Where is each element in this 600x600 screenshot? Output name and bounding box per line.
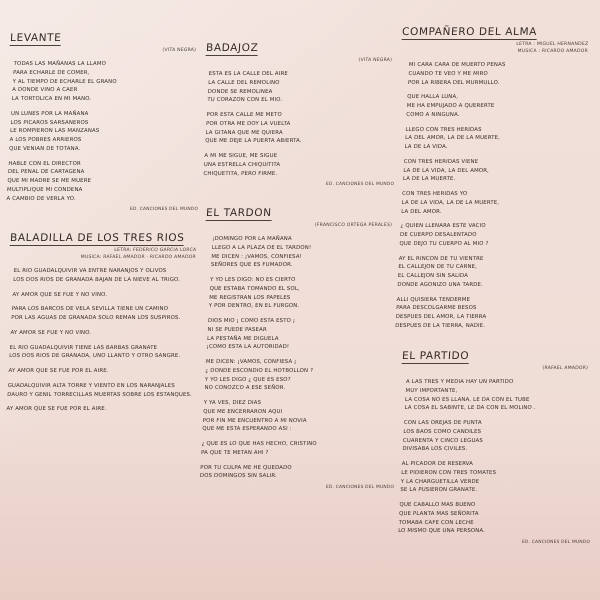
song-companero-del-alma [395, 20, 590, 330]
lyric-line: QUE MI MADRE SE ME MUERE [7, 177, 92, 184]
lyric-line: A CAMBIO DE VERLA YO. [6, 195, 76, 202]
lyric-line: MI CARA CARA DE MUERTO PENAS [408, 61, 506, 68]
lyric-line: Y AL TIEMPO DE ECHARLE EL GRANO [12, 78, 117, 85]
song-source: ED. CANCIONES DEL MUNDO [325, 182, 395, 188]
lyric-line: DEL PENAL DE CARTAGENA [7, 169, 85, 176]
lyric-line: EL RIO GUADALQUIVIR TIENE LAS BARBAS GRANATE [9, 344, 158, 351]
lyric-line: TODAS LAS MAÑANAS LA LLAMO [13, 60, 107, 67]
stanza [202, 399, 392, 434]
song-title: EL PARTIDO [401, 350, 470, 363]
lyric-line: LOS DOS RIOS DE GRANADA BAJAN DE LA NIEVE AL TRIGO. [13, 276, 181, 283]
lyric-line: LA DE LA VIDA, LA DE LA MUERTE, [401, 199, 500, 206]
lyric-line: POR ESTA CALLE ME METO [206, 111, 282, 118]
lyric-line: QUE ME ESTA ESPERANDO ASI : [202, 426, 292, 433]
song-credits: (VITA NEGRA) [162, 48, 197, 53]
lyric-line: AL PICADOR DE RESERVA [401, 461, 474, 468]
stanza [6, 159, 196, 203]
lyric-line: QUE HALLA LUNA, [407, 94, 459, 101]
lyric-line: LA CALLE DEL REMOLINO [208, 79, 280, 86]
lyric-line: LLEGO A LA PLAZA DE EL TARDON! [211, 244, 312, 251]
lyric-line: CHIQUETITA, PERO FIRME. [203, 170, 278, 177]
stanza [406, 93, 595, 119]
lyric-line: DESPUES DE LA TIERRA, NADIE. [395, 322, 486, 329]
lyric-line: PA QUE TE METAN AHI ? [200, 449, 269, 456]
lyric-line: TU CORAZON CON EL MIO. [207, 97, 283, 104]
lyric-line: ALLI QUISIERA TENDERME [396, 296, 471, 303]
stanza [206, 317, 396, 352]
lyric-line: AY AMOR QUE SE FUE Y NO VINO. [12, 291, 108, 298]
song-baladilla-de-los-tres-rios [6, 226, 198, 414]
song-credits: (VITA NEGRA) [358, 58, 393, 63]
stanza [403, 158, 592, 184]
song-lyrics [203, 70, 397, 178]
song-title: LEVANTE [9, 32, 62, 44]
lyric-line: POR TU CULPA ME HE QUEDADO [200, 464, 292, 471]
stanza [399, 222, 588, 248]
stanza [395, 295, 585, 330]
lyric-line: A DONDE VINO A CAER [12, 87, 78, 94]
lyric-line: ¿ DONDE ESCONDIO EL HOTBOLLON ? [205, 367, 314, 374]
lyric-line: CUANDO TE VEO Y ME MIRO [408, 70, 489, 77]
lyric-line: Y YO LES DIGO: NO ES CIERTO [209, 277, 296, 284]
stanza [10, 329, 198, 338]
lyric-line: LA DE LA VIDA, LA DEL AMOR, [403, 167, 490, 174]
stanza [208, 276, 398, 311]
song-el-partido [397, 344, 591, 546]
lyric-line: Y YA VES, DIEZ DIAS [203, 400, 262, 407]
lyric-line: SEÑORES QUE ES FUMADOR. [210, 262, 293, 269]
stanza [7, 382, 196, 400]
lyric-line: AY AMOR SE FUE Y NO VINO. [10, 329, 92, 336]
song-el-tardon [199, 201, 395, 491]
stanza [402, 419, 592, 454]
lyric-line: DE CUERPO DESALENTADO [399, 231, 477, 238]
stanza [404, 378, 594, 413]
lyric-line: LA GITANA QUE ME QUIERA [205, 129, 283, 136]
lyric-line: QUE VENIAN DE TOTANA. [8, 145, 81, 152]
lyric-line: AY AMOR QUE SE FUE POR EL AIRE. [8, 367, 109, 374]
lyric-line: MULTIPLIQUE MI CONDENA [6, 186, 83, 193]
song-title: BADAJOZ [205, 42, 259, 54]
stanza [6, 405, 194, 414]
stanza [398, 501, 588, 536]
lyric-line: QUE PLANTA MAS SEÑORITA [398, 510, 479, 517]
stanza [408, 61, 597, 87]
stanza [204, 358, 394, 393]
stanza [201, 440, 390, 458]
lyric-line: AY EL RINCON DE TU VIENTRE [398, 255, 484, 262]
song-lyrics [200, 235, 401, 481]
lyric-line: LLEGO CON TRES HERIDAS [405, 126, 482, 133]
lyric-line: ME REGISTRAN LOS PAPELES [209, 294, 291, 301]
lyric-line: QUE ME DEJE LA PUERTA ABIERTA. [204, 138, 302, 145]
lyric-line: TOMABA CAFE CON LECHE [398, 519, 474, 526]
lyric-line: POR FIN ME ENCUENTRO A MI NOVIA [202, 417, 307, 424]
lyric-line: Y POR DENTRO, EN EL FURGON. [208, 303, 300, 310]
lyric-line: LOS DOS RIOS DE GRANADA, UNO LLANTO Y OTRO SANGRE. [9, 353, 181, 360]
lyric-line: DESPUES DEL AMOR, LA TIERRA [395, 313, 487, 320]
lyric-line: LA TORTOLICA EN MI MANO. [11, 95, 92, 102]
stanza [205, 111, 395, 146]
stanza [11, 305, 200, 323]
lyric-line: A LAS TRES Y MEDIA HAY UN PARTIDO [405, 379, 514, 386]
lyric-line: ¡DOMINGO POR LA MAÑANA [212, 236, 292, 243]
song-source: ED. CANCIONES DEL MUNDO [129, 207, 199, 213]
stanza [9, 343, 198, 361]
lyric-line: QUE ME ENCERRARON AQUI [203, 408, 283, 415]
lyric-line: ¡COMO ESTA LA AUTORIDAD! [206, 344, 290, 351]
lyric-line: EL CALLEJON DE TU CARNE, [398, 264, 478, 271]
song-credits: (RAFAEL AMADOR) [542, 366, 589, 372]
lyric-line: MUY IMPORTANTE, [405, 387, 458, 394]
lyric-line: PARA DESCOLGARME BESOS [395, 305, 477, 312]
lyric-line: AY AMOR QUE SE FUE POR EL AIRE. [6, 406, 107, 413]
lyric-line: A LOS POBRES ARRIEROS [9, 136, 82, 143]
song-lyrics [395, 61, 597, 331]
lyric-line: EL CALLEJON SIN SALIDA [397, 272, 469, 279]
song-badajoz [203, 36, 395, 188]
lyric-line: SE LA PUSIERON GRANATE. [400, 487, 478, 494]
lyric-line: QUE CABALLO MAS BUENO [399, 502, 476, 509]
lyric-line: LA COSA EL SABINTE, LE DA CON EL MOLINO . [404, 405, 536, 412]
lyric-line: LA COSA NO ES LLANA, LE DA CON EL TUBE [404, 396, 530, 403]
song-lyrics [398, 378, 594, 536]
lyric-line: LA PESTAÑA ME DIGUELA [206, 335, 279, 342]
lyric-line: DAURO Y GENIL TORRECILLAS MUERTAS SOBRE LOS ESTANQUES. [7, 391, 193, 398]
lyric-line: LO MISMO QUE UNA PERSONA. [397, 528, 486, 535]
lyric-line: DOS DOMINGOS SIN SALIR. [199, 473, 277, 480]
stanza [397, 254, 587, 289]
lyric-line: DIOS MIO ¡ COMO ESTA ESTO ¡ [207, 318, 296, 325]
lyric-line: ¿ QUE ES LO QUE HAS HECHO, CRISTINO [201, 441, 317, 448]
song-credits: LETRA: FEDERICO GARCIA LORCA MUSICA: RAFAEL AMADOR · RICARDO AMADOR [80, 248, 197, 261]
stanza [13, 267, 202, 285]
lyric-line: HABLE CON EL DIRECTOR [8, 160, 82, 167]
lyric-line: POR LAS AGUAS DE GRANADA SOLO REMAN LOS SUSPIROS. [11, 314, 181, 321]
lyric-line: Y YO LES DIGO ¿ QUE ES ESO? [204, 376, 291, 383]
lyric-line: DIVISABA LOS CIVILES. [402, 446, 468, 453]
lyric-line: EL RIO GUADALQUIVIR VA ENTRE NARANJOS Y OLIVOS [13, 267, 167, 274]
lyric-line: CUARENTA Y CINCO LEGUAS [402, 437, 484, 444]
column-3 [395, 14, 591, 546]
lyric-line: LA DE LA MUERTE. [402, 176, 456, 183]
song-credits: (FRANCISCO ORTEGA PERALES) [314, 223, 393, 229]
lyric-line: GUADALQUIVIR ALTA TORRE Y VIENTO EN LOS NARANJALES [7, 382, 176, 389]
stanza [211, 235, 401, 270]
song-levante [6, 26, 199, 213]
song-source: ED. CANCIONES DEL MUNDO [325, 485, 395, 491]
lyric-line: DONDE AGONIZO UNA TARDE. [397, 281, 484, 288]
lyric-line: NO CONOZCO A ESE SEÑOR. [204, 385, 286, 392]
lyric-line: QUE ESTABA TOMANDO EL SOL, [209, 285, 301, 292]
stanza [12, 290, 200, 299]
song-source: ED. CANCIONES DEL MUNDO [521, 540, 591, 546]
lyric-line: CON TRES HERIDAS YO [401, 190, 468, 197]
stanza [8, 367, 196, 376]
song-title: BALADILLA DE LOS TRES RIOS [9, 232, 185, 245]
stanza [400, 460, 590, 495]
lyric-line: POR OTRA ME DOY LA VUELTA [205, 120, 291, 127]
lyric-line: A MI ME SIGUE, ME SIGUE [204, 152, 278, 159]
lyric-line: QUE DEJO TU CUERPO AL MIO ? [399, 240, 489, 247]
lyric-line: Y LA CHARGUETILLA VERDE [400, 478, 480, 485]
column-2 [199, 14, 395, 491]
lyric-line: LOS BAOS COMO CANDILES [403, 428, 482, 435]
lyric-line: COMO A NINGUNA. [406, 111, 460, 118]
lyric-line: ¿ QUIEN LLENARA ESTE VACIO [400, 223, 486, 230]
lyrics-columns [6, 14, 591, 590]
lyric-line: LOS PICAROS SARSANEROS [10, 119, 89, 126]
stanza [9, 110, 199, 154]
lyric-line: LA DEL AMOR. [401, 208, 442, 215]
lyric-line: ME HA EMPUJADO A QUERERTE [406, 102, 495, 109]
stanza [401, 190, 590, 216]
lyric-line: ME DICEN : ¡VAMOS, CONFIESA! [211, 253, 303, 260]
lyric-line: ME DICEN: ¡VAMOS, CONFIESA ¡ [205, 359, 297, 366]
lyric-line: LE PIDIERON CON TRES TOMATES [401, 469, 497, 476]
lyric-line: PARA LOS BARCOS DE VELA SEVILLA TIENE UN CAMINO [11, 306, 169, 313]
stanza [203, 152, 392, 178]
lyric-line: LA DEL AMOR, LA DE LA MUERTE, [404, 135, 501, 142]
stanza [404, 125, 593, 151]
lyric-line: NI SE PUEDE PASEAR [207, 326, 267, 333]
stanza [11, 60, 201, 104]
lyric-line: POR LA RIBERA DEL MURMULLO. [407, 79, 500, 86]
column-1 [6, 14, 199, 414]
lyric-line: UN LUNES POR LA MAÑANA [10, 110, 89, 117]
lyric-line: PARA ECHARLE DE COMER, [12, 69, 90, 76]
song-title: COMPAÑERO DEL ALMA [401, 26, 538, 38]
song-credits: LETRA : MIGUEL HERNANDEZ MUSICA : RICARDO AMADOR [516, 42, 589, 54]
lyric-line: ESTA ES LA CALLE DEL AIRE [208, 70, 288, 77]
song-title: EL TARDON [205, 207, 272, 220]
lyric-line: CON LAS OREJAS DE PUNTA [403, 420, 482, 427]
stanza [200, 464, 389, 482]
lyric-line: CON TRES HERIDAS VIENE [403, 158, 479, 165]
stanza [207, 70, 397, 105]
lyric-line: DONDE SE REMOLINEA [207, 88, 273, 95]
lyric-line: LE ROMPIERON LAS MANZANAS [9, 128, 100, 135]
lyric-line: LA DE LA VIDA. [404, 143, 448, 150]
song-lyrics [6, 60, 202, 203]
lyric-line: UNA ESTRELLA CHIQUITITA [203, 161, 281, 168]
song-lyrics [6, 267, 202, 414]
